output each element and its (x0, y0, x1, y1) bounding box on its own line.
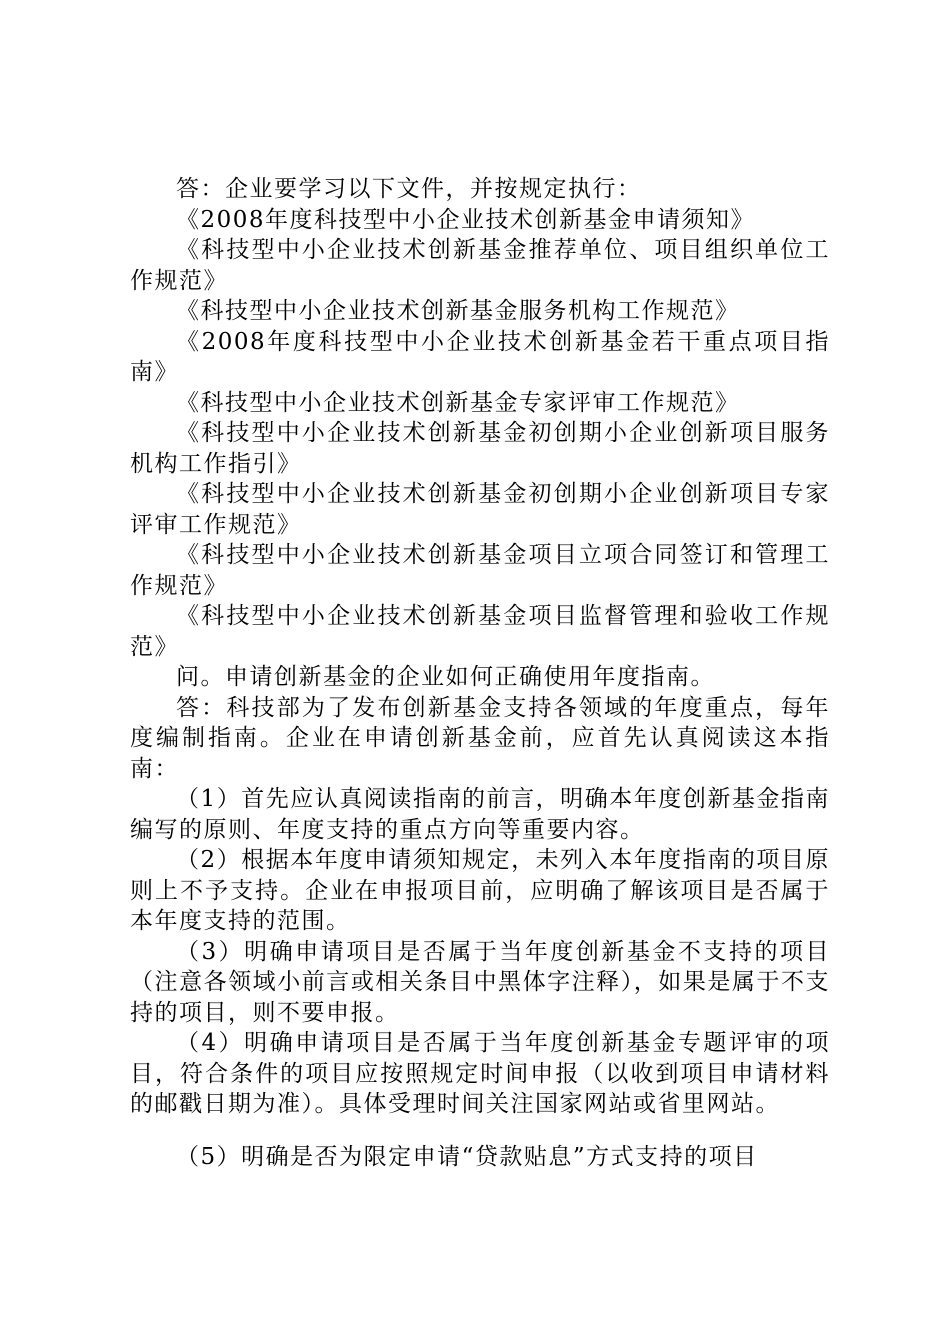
paragraph-item-4: （4）明确申请项目是否属于当年度创新基金专题评审的项目，符合条件的项目应按照规定时间申报（以收到项目申请材料的邮戳日期为准）。具体受理时间关注国家网站或省里网站。 (130, 1030, 830, 1117)
paragraph-doc-9: 《科技型中小企业技术创新基金项目监督管理和验收工作规范》 (130, 603, 830, 660)
paragraph-doc-2: 《科技型中小企业技术创新基金推荐单位、项目组织单位工作规范》 (130, 237, 830, 294)
paragraph-item-1: （1）首先应认真阅读指南的前言，明确本年度创新基金指南编写的原则、年度支持的重点方向等重要内容。 (130, 786, 830, 843)
paragraph-doc-6: 《科技型中小企业技术创新基金初创期小企业创新项目服务机构工作指引》 (130, 420, 830, 477)
paragraph-doc-4: 《2008年度科技型中小企业技术创新基金若干重点项目指南》 (130, 328, 830, 385)
paragraph-answer-guide: 答：科技部为了发布创新基金支持各领域的年度重点，每年度编制指南。企业在申请创新基金前，应首先认真阅读这本指南： (130, 694, 830, 782)
paragraph-doc-5: 《科技型中小企业技术创新基金专家评审工作规范》 (176, 389, 740, 416)
paragraph-item-3: （3）明确申请项目是否属于当年度创新基金不支持的项目（注意各领域小前言或相关条目中黑体字注释），如果是属于不支持的项目，则不要申报。 (130, 938, 830, 1026)
paragraph-doc-7: 《科技型中小企业技术创新基金初创期小企业创新项目专家评审工作规范》 (130, 481, 830, 538)
paragraph-doc-8: 《科技型中小企业技术创新基金项目立项合同签订和管理工作规范》 (130, 542, 830, 599)
paragraph-question: 问。申请创新基金的企业如何正确使用年度指南。 (176, 664, 715, 690)
paragraph-doc-3: 《科技型中小企业技术创新基金服务机构工作规范》 (176, 298, 740, 324)
paragraph-doc-1: 《2008年度科技型中小企业技术创新基金申请须知》 (176, 206, 756, 233)
paragraph-item-2: （2）根据本年度申请须知规定，未列入本年度指南的项目原则上不予支持。企业在申报项目前，应明确了解该项目是否属于本年度支持的范围。 (130, 847, 830, 934)
document-body (130, 174, 830, 1172)
paragraph-answer-intro: 答：企业要学习以下文件，并按规定执行： (176, 176, 642, 202)
paragraph-item-5: （5）明确是否为限定申请“贷款贴息”方式支持的项目 (176, 1143, 758, 1170)
